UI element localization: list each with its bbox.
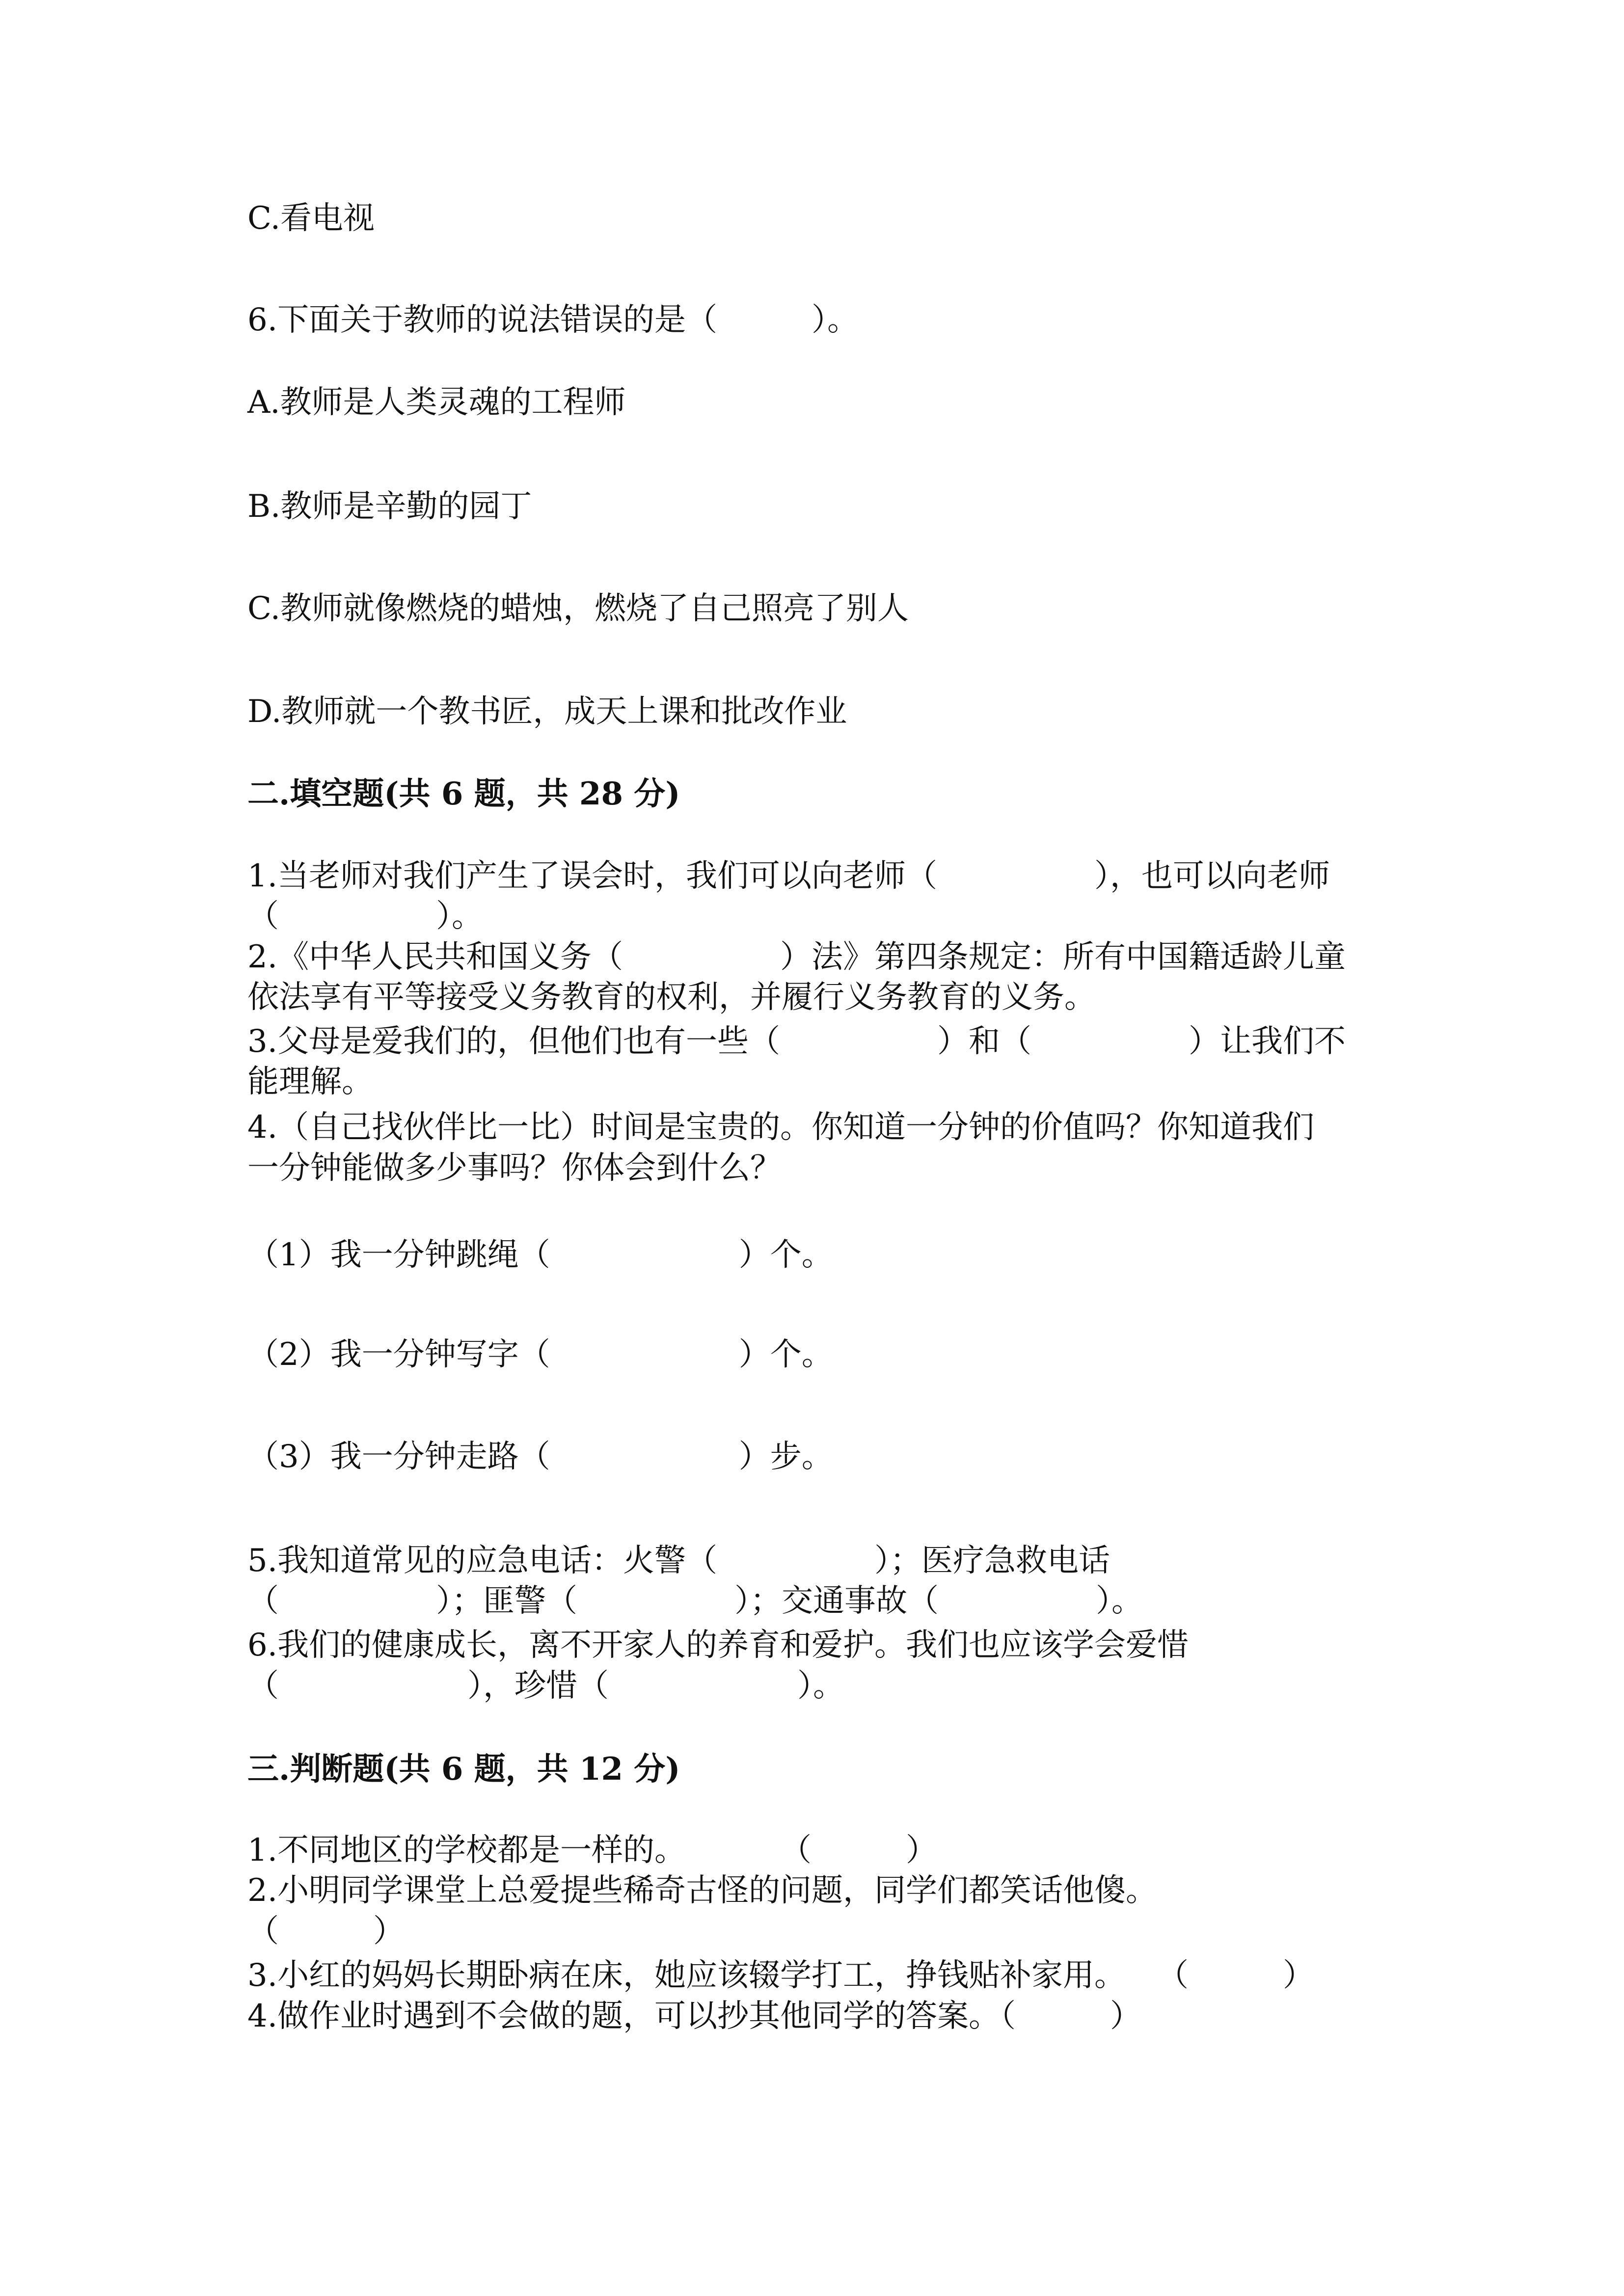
question-line: 3.父母是爱我们的，但他们也有一些（ ）和（ ）让我们不 — [247, 1023, 1346, 1060]
option-c: C.看电视 — [247, 200, 375, 237]
option-c: C.教师就像燃烧的蜡烛，燃烧了自己照亮了别人 — [247, 590, 909, 627]
section-title: 二.填空题(共 6 题，共 28 分) — [247, 775, 680, 812]
question-line: （ ）。 — [247, 898, 483, 934]
question-line: 一分钟能做多少事吗？你体会到什么？ — [247, 1150, 782, 1186]
sub-question: （3）我一分钟走路（ ）步。 — [247, 1439, 833, 1475]
question-line: 依法享有平等接受义务教育的权利，并履行义务教育的义务。 — [247, 979, 1096, 1015]
question-line: （ ）；匪警（ ）；交通事故（ ）。 — [247, 1583, 1143, 1619]
question-stem: 6.下面关于教师的说法错误的是（ ）。 — [247, 302, 859, 338]
option-d: D.教师就一个教书匠，成天上课和批改作业 — [247, 694, 847, 730]
question-line: 3.小红的妈妈长期卧病在床，她应该辍学打工，挣钱贴补家用。 （ ） — [247, 1957, 1315, 1994]
option-a: A.教师是人类灵魂的工程师 — [247, 384, 626, 421]
question-line: （ ） — [247, 1913, 405, 1949]
question-line: （ ），珍惜（ ）。 — [247, 1668, 844, 1704]
question-line: 2.小明同学课堂上总爱提些稀奇古怪的问题，同学们都笑话他傻。 — [247, 1872, 1158, 1909]
section-title: 三.判断题(共 6 题，共 12 分) — [247, 1751, 680, 1788]
sub-question: （1）我一分钟跳绳（ ）个。 — [247, 1237, 833, 1273]
question-line: 1.当老师对我们产生了误会时，我们可以向老师（ ），也可以向老师 — [247, 858, 1330, 894]
question-line: 4.（自己找伙伴比一比）时间是宝贵的。你知道一分钟的价值吗？你知道我们 — [247, 1109, 1315, 1146]
question-line: 能理解。 — [247, 1064, 373, 1100]
question-line: 1.不同地区的学校都是一样的。 （ ） — [247, 1832, 938, 1869]
option-b: B.教师是辛勤的园丁 — [247, 488, 532, 525]
question-line: 2.《中华人民共和国义务（ ）法》第四条规定：所有中国籍适龄儿童 — [247, 939, 1346, 975]
question-line: 5.我知道常见的应急电话：火警（ ）；医疗急救电话 — [247, 1543, 1110, 1579]
question-line: 4.做作业时遇到不会做的题，可以抄其他同学的答案。（ ） — [247, 1998, 1142, 2034]
sub-question: （2）我一分钟写字（ ）个。 — [247, 1336, 833, 1373]
question-line: 6.我们的健康成长，离不开家人的养育和爱护。我们也应该学会爱惜 — [247, 1627, 1189, 1663]
